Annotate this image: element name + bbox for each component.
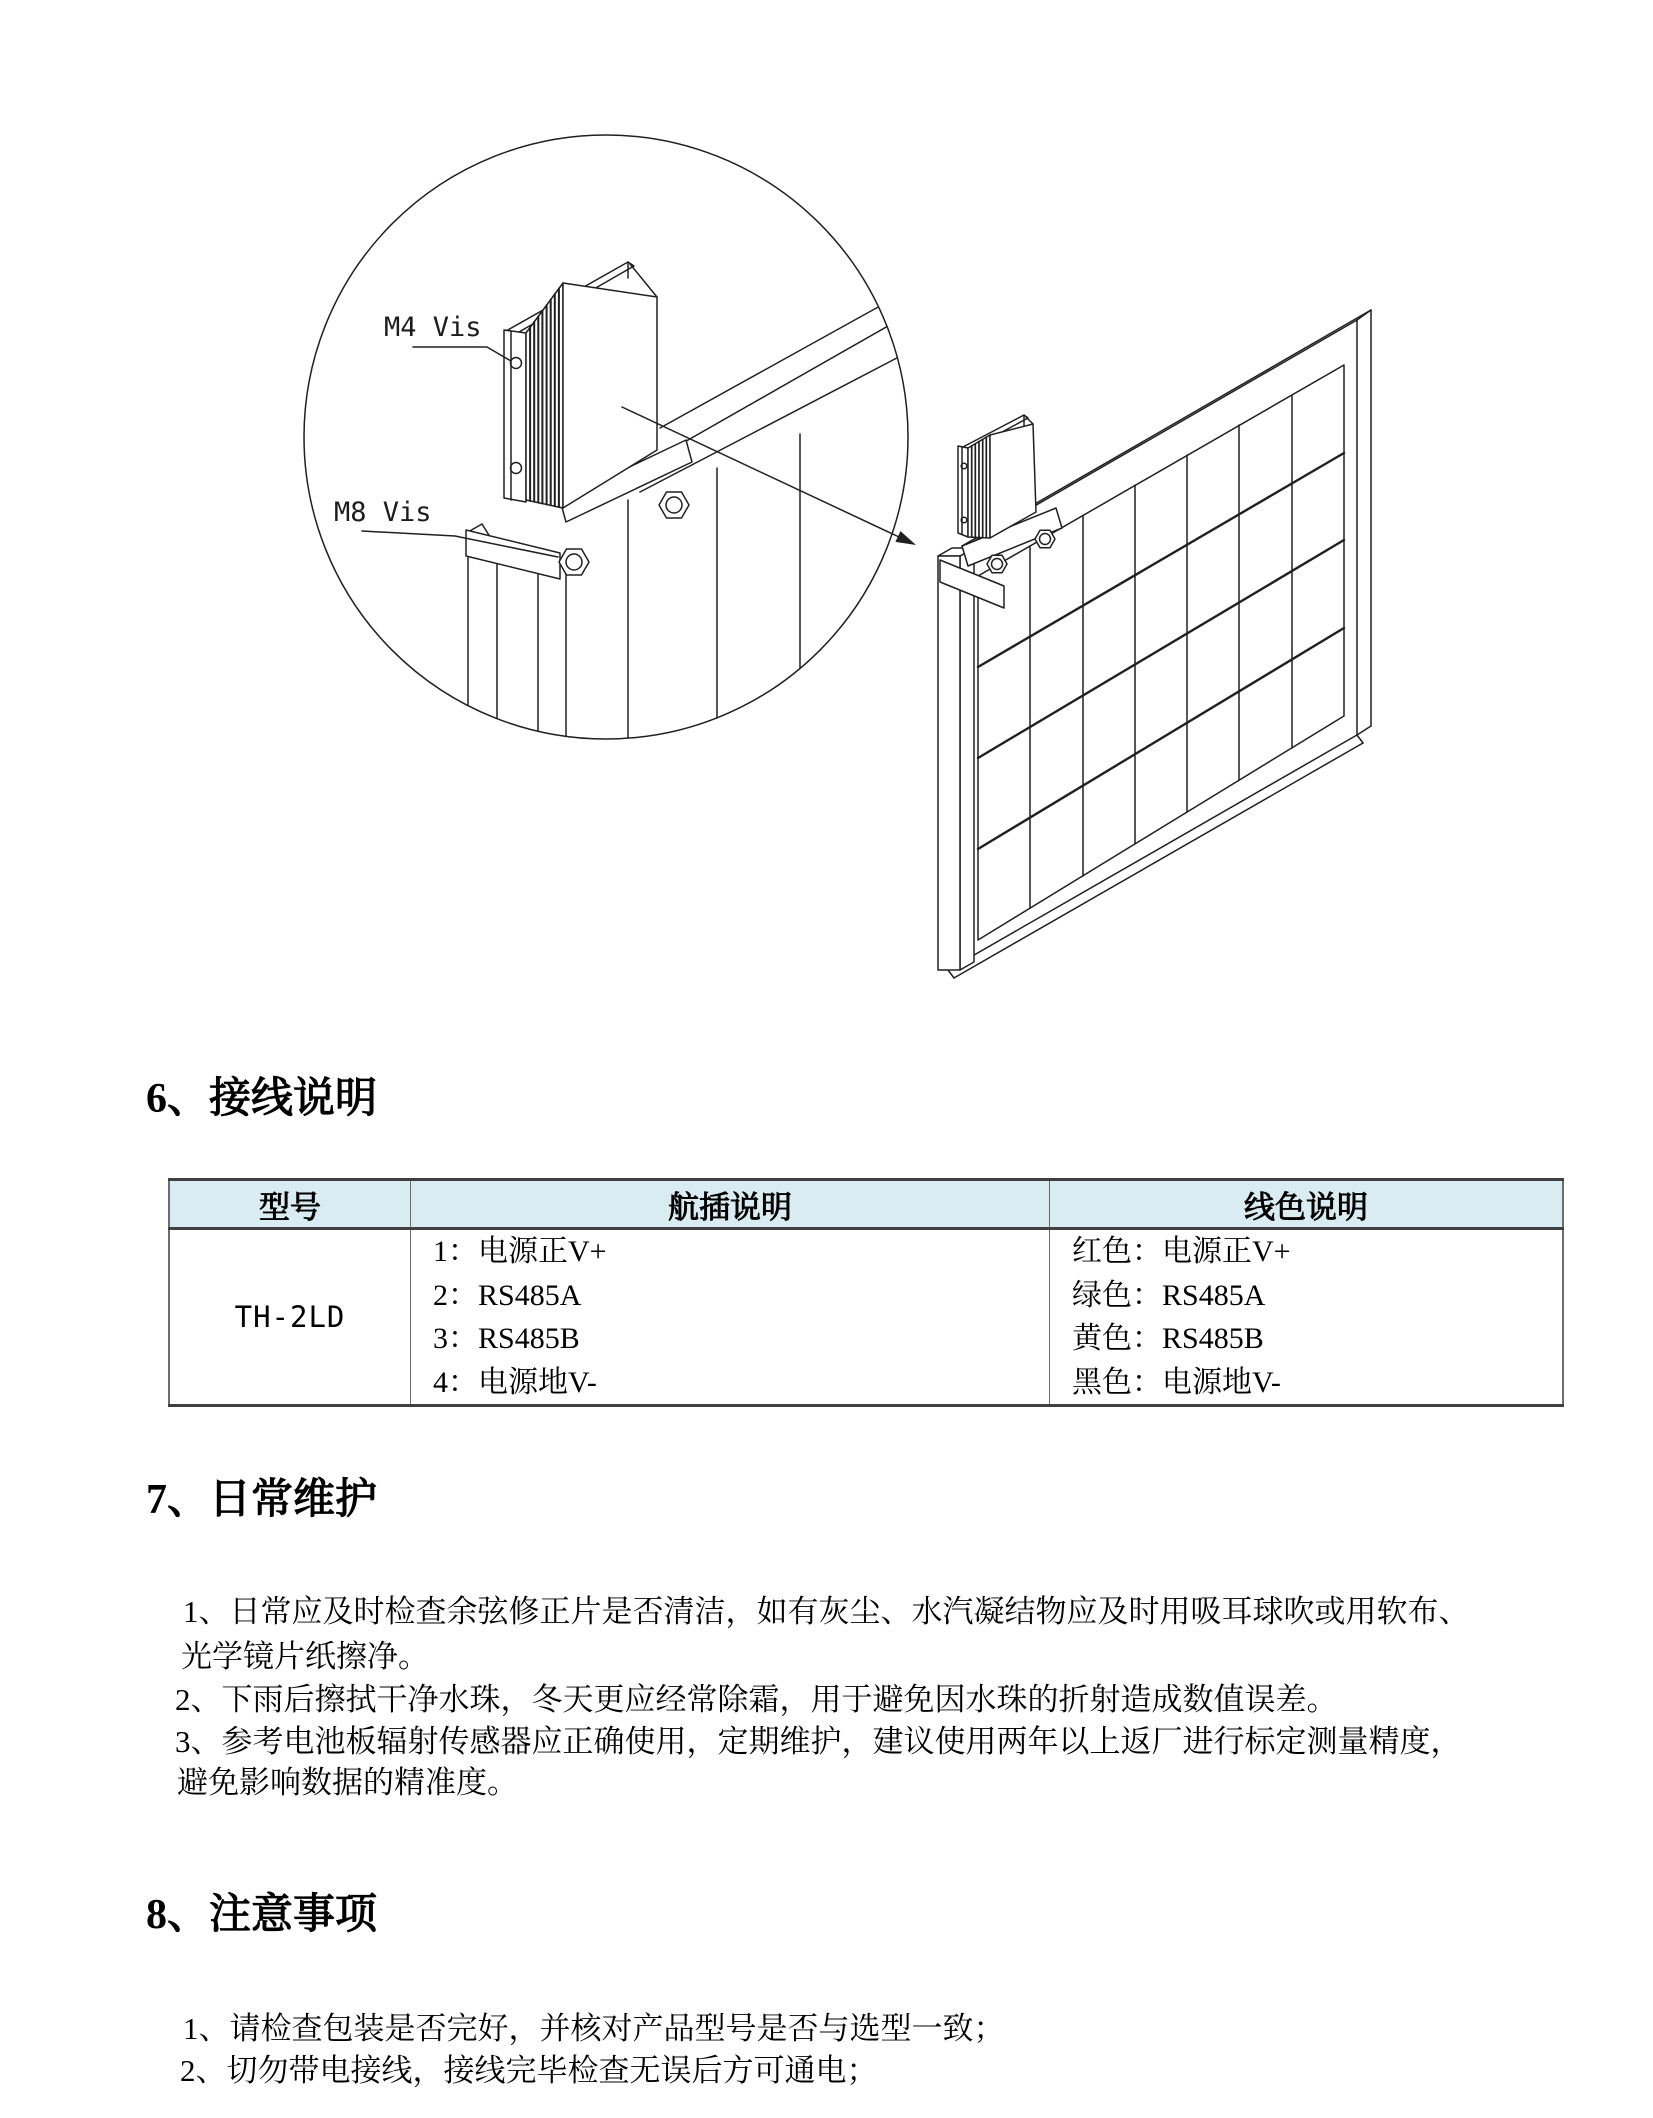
col-header-connector: 航插说明: [411, 1180, 1050, 1229]
wirecolor-cell: [1050, 1229, 1564, 1406]
model-cell: TH-2LD: [234, 1300, 346, 1334]
detail-arrow-icon: [622, 407, 916, 545]
col-header-model: 型号: [169, 1180, 411, 1229]
col-header-wirecolor: 线色说明: [1050, 1180, 1564, 1229]
color-line: 黄色：RS485B: [1072, 1322, 1264, 1355]
detail-circle: [304, 135, 916, 748]
maintenance-line: 光学镜片纸擦净。: [181, 1639, 429, 1674]
maintenance-line: 2、下雨后擦拭干净水珠，冬天更应经常除霜，用于避免因水珠的折射造成数值误差。: [175, 1682, 1338, 1717]
connector-cell: [411, 1229, 1050, 1406]
solar-panel: [938, 310, 1371, 978]
wiring-table: [168, 1178, 1564, 1407]
maintenance-line: 避免影响数据的精准度。: [177, 1765, 518, 1800]
section6-title: 6、接线说明: [146, 1076, 378, 1122]
section7-title: 7、日常维护: [146, 1477, 378, 1523]
maintenance-line: 3、参考电池板辐射传感器应正确使用，定期维护，建议使用两年以上返厂进行标定测量精度，: [175, 1724, 1462, 1759]
pin-line: 2：RS485A: [433, 1278, 582, 1312]
m4-label: M4 Vis: [384, 312, 482, 343]
notice-line: 2、切勿带电接线，接线完毕检查无误后方可通电；: [180, 2053, 878, 2088]
color-line: 黑色：电源地V-: [1072, 1365, 1281, 1399]
pin-line: 4：电源地V-: [433, 1365, 597, 1399]
pin-line: 1：电源正V+: [433, 1235, 607, 1268]
color-line: 绿色：RS485A: [1072, 1278, 1266, 1312]
sensor-device-small: [940, 415, 1062, 608]
notice-line: 1、请检查包装是否完好，并核对产品型号是否与选型一致；: [183, 2011, 1005, 2046]
m8-label: M8 Vis: [334, 497, 432, 528]
table-row: [169, 1229, 1563, 1406]
panel-post: [938, 548, 974, 970]
wiring-table-header: [169, 1180, 1563, 1229]
pin-line: 3：RS485B: [433, 1322, 580, 1355]
panel-grid-columns: [1030, 395, 1292, 908]
section8-title: 8、注意事项: [146, 1892, 378, 1938]
maintenance-line: 1、日常应及时检查余弦修正片是否清洁，如有灰尘、水汽凝结物应及时用吸耳球吹或用软布、: [183, 1594, 1470, 1629]
m4-leader-line: [413, 347, 511, 361]
color-line: 红色：电源正V+: [1072, 1235, 1291, 1268]
